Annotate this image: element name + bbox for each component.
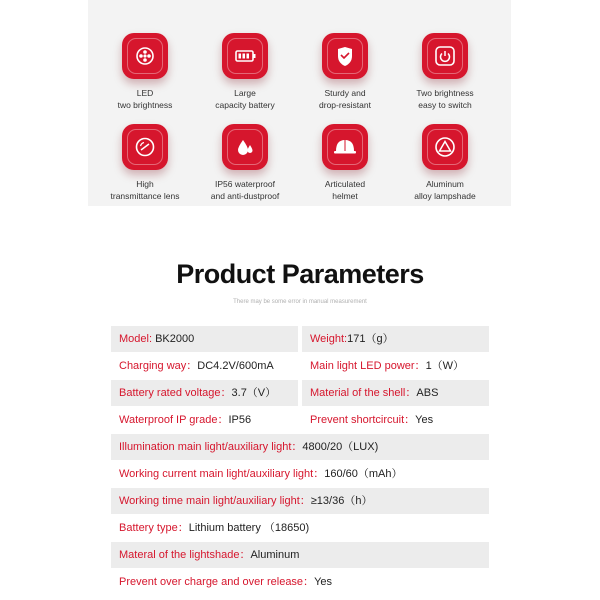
param-cell-weight: Weight:171（g） xyxy=(302,326,489,352)
param-cell-battery-type: Battery type：Lithium battery （18650) xyxy=(111,515,489,541)
feature-switch xyxy=(390,33,500,111)
param-row xyxy=(111,488,489,515)
param-cell-lightshade: Materal of the lightshade：Aluminum xyxy=(111,542,489,568)
feature-label: Aluminum alloy lampshade xyxy=(414,179,476,201)
param-row xyxy=(111,515,489,542)
param-cell-shell: Material of the shell：ABS xyxy=(302,380,489,406)
param-cell-led-power: Main light LED power：1（W） xyxy=(302,353,489,379)
param-cell-overcharge: Prevent over charge and over release：Yes xyxy=(111,569,489,595)
features-panel xyxy=(88,0,511,206)
param-cell-model: Model: BK2000 xyxy=(111,326,298,352)
shield-icon xyxy=(322,33,368,79)
param-cell-voltage: Battery rated voltage：3.7（V） xyxy=(111,380,298,406)
param-cell-working-time: Working time main light/auxiliary light：≥13/36（h） xyxy=(111,488,489,514)
param-row xyxy=(111,407,489,434)
parameters-table xyxy=(111,326,489,596)
flower-icon xyxy=(122,33,168,79)
feature-lens xyxy=(90,124,200,202)
param-cell-current: Working current main light/auxiliary light：160/60（mAh） xyxy=(111,461,489,487)
lampshade-icon xyxy=(422,124,468,170)
helmet-icon xyxy=(322,124,368,170)
param-row xyxy=(111,542,489,569)
param-cell-charging: Charging way：DC4.2V/600mA xyxy=(111,353,298,379)
feature-battery xyxy=(190,33,300,111)
param-cell-shortcircuit: Prevent shortcircuit：Yes xyxy=(302,407,489,433)
feature-label: High transmittance lens xyxy=(110,179,180,201)
feature-sturdy xyxy=(290,33,400,111)
feature-label: Large capacity battery xyxy=(215,88,275,110)
param-cell-ip-grade: Waterproof IP grade：IP56 xyxy=(111,407,298,433)
feature-lampshade xyxy=(390,124,500,202)
battery-icon xyxy=(222,33,268,79)
param-row xyxy=(111,569,489,596)
feature-label: Sturdy and drop-resistant xyxy=(319,88,371,110)
feature-led xyxy=(90,33,200,111)
section-subtitle: There may be some error in manual measurement xyxy=(233,299,367,305)
feature-label: IP56 waterproof and anti-dustproof xyxy=(210,179,280,201)
param-row xyxy=(111,434,489,461)
power-icon xyxy=(422,33,468,79)
param-row xyxy=(111,326,489,353)
param-row xyxy=(111,461,489,488)
feature-label: Two brightness easy to switch xyxy=(416,88,474,110)
feature-label: LED two brightness xyxy=(117,88,173,110)
param-row xyxy=(111,380,489,407)
lens-icon xyxy=(122,124,168,170)
drops-icon xyxy=(222,124,268,170)
feature-helmet xyxy=(290,124,400,202)
feature-waterproof xyxy=(190,124,300,202)
param-row xyxy=(111,353,489,380)
feature-label: Articulated helmet xyxy=(324,179,366,201)
section-title: Product Parameters xyxy=(176,259,424,289)
param-cell-illumination: Illumination main light/auxiliary light：4800/20（LUX) xyxy=(111,434,489,460)
